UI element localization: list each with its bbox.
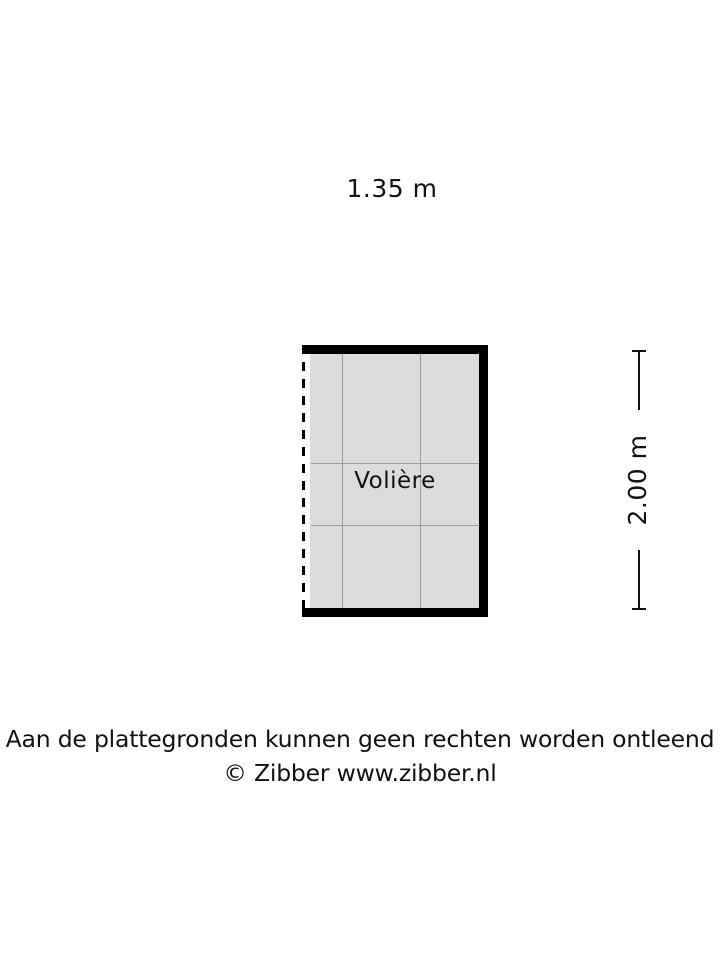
footer [0,722,720,790]
width-dimension-label: 1.35 m [297,172,487,206]
width-dimension [297,176,487,216]
room-voliere [302,345,488,617]
floor-grid-line-horizontal [311,525,479,526]
footer-disclaimer: Aan de plattegronden kunnen geen rechten worden ontleend [5,725,715,753]
height-dimension-label: 2.00 m [576,410,700,550]
height-dimension [620,350,680,610]
footer-copyright: © Zibber www.zibber.nl [223,759,497,787]
height-dimension-top-tick [632,350,646,352]
height-dimension-bottom-tick [632,608,646,610]
floor-grid-line-horizontal [311,463,479,464]
wall-bottom [302,608,488,617]
wall-top [302,345,488,354]
room-name-label: Volière [354,468,436,494]
